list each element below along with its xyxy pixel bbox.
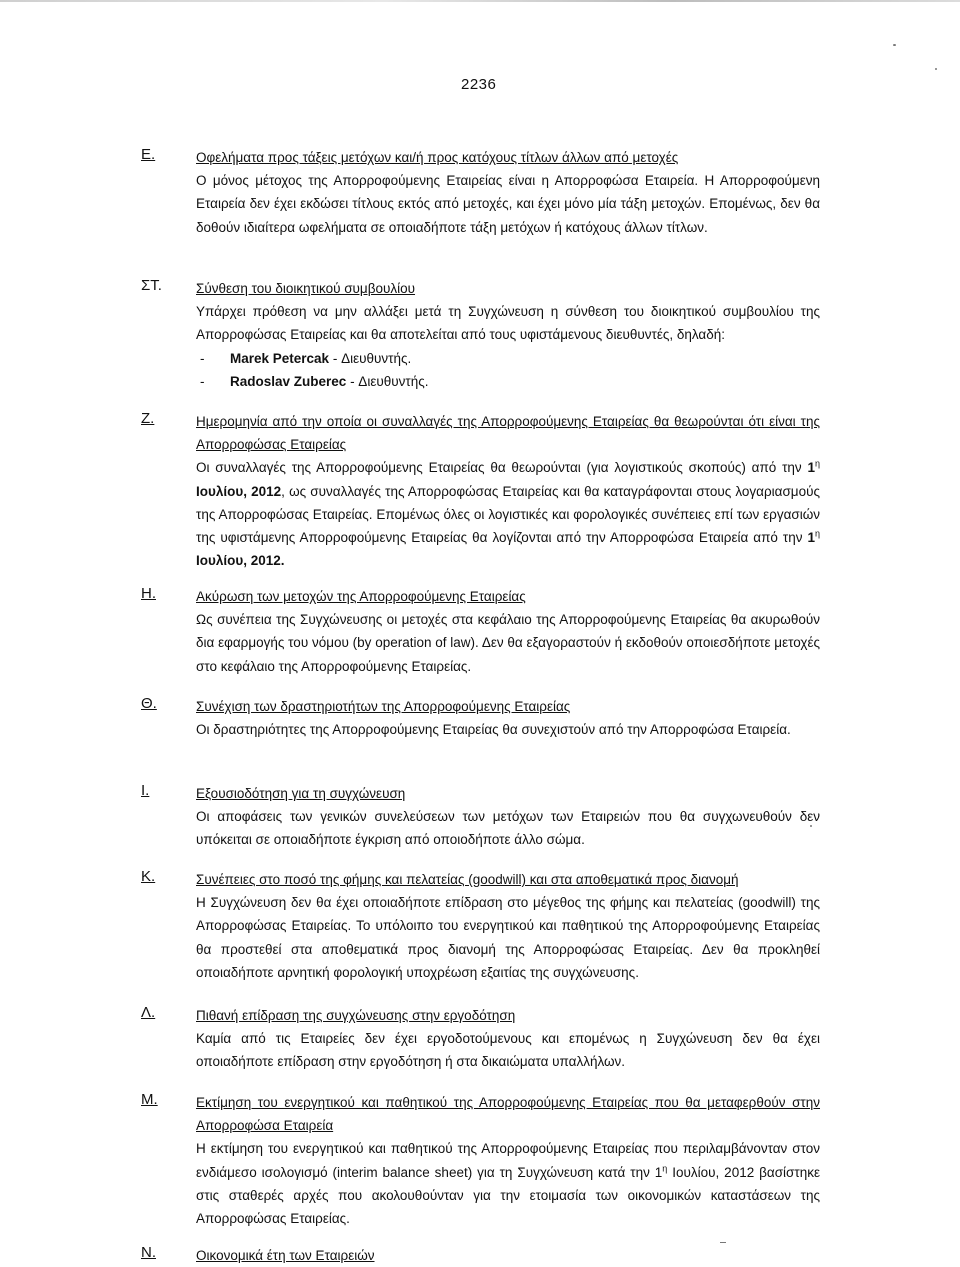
section-heading: Ημερομηνία από την οποία οι συναλλαγές της Απορροφούμενης Εταιρείας θα θεωρούνται ότι είναι της Απορροφώσας Εταιρείας [196,414,820,453]
section-heading: Εξουσιοδότηση για τη συγχώνευση [196,786,406,801]
section-marker: ΣΤ. [141,277,162,294]
section-heading: Συνέπειες στο ποσό της φήμης και πελατείας (goodwill) και στα αποθεματικά προς διανομή [196,872,739,887]
page-number: 2236 [461,76,497,93]
section-heading: Πιθανή επίδραση της συγχώνευσης στην εργοδότηση [196,1008,516,1023]
section-marker: Κ. [141,868,156,885]
date-text: Ιουλίου, 2012. [196,553,285,569]
section-paragraph: Ο μόνος μέτοχος της Απορροφούμενης Εταιρείας είναι η Απορροφώσα Εταιρεία. Η Απορροφούμενη Εταιρεία δεν έχει εκδώσει τίτλους εκτός από μετοχές, και έχει μόνο μία τάξη μετοχών. Επομένως, δεν θα δοθούν ιδιαίτερα ωφελήματα σε οποιαδήποτε τάξη μετόχων ή κατόχους άλλων τίτλων. [196,173,820,235]
section-heading: Οφελήματα προς τάξεις μετόχων και/ή προς κατόχους τίτλων άλλων από μετοχές [196,150,679,165]
date-superscript: η [814,528,820,539]
section-body [196,695,820,741]
date-superscript: η [814,458,820,469]
section-body [196,410,820,572]
section-paragraph: Οι δραστηριότητες της Απορροφούμενης Εταιρείας θα συνεχιστούν από την Απορροφώσα Εταιρεία. [196,722,791,738]
section-body [196,868,820,984]
section-paragraph: Οι αποφάσεις των γενικών συνελεύσεων των μετόχων των Εταιρειών που θα συγχωνευθούν δεν υπόκειται σε οποιαδήποτε έγκριση από οποιοδήποτε άλλο σώμα. [196,809,820,848]
list-item [196,347,820,370]
section-body [196,585,820,678]
board-members-list [196,347,820,393]
scan-speck [720,1242,726,1243]
section-heading: Ακύρωση των μετοχών της Απορροφούμενης Εταιρείας [196,589,526,604]
paragraph-text: Οι συναλλαγές της Απορροφούμενης Εταιρείας θα θεωρούνται (για λογιστικούς σκοπούς) από την [196,460,802,476]
section-heading: Σύνθεση του διοικητικού συμβουλίου [196,281,416,296]
date-text: Ιουλίου, 2012 [196,483,282,499]
section-body [196,277,820,393]
section-marker: Λ. [141,1004,156,1021]
scan-speck [893,44,896,46]
section-paragraph: Η Συγχώνευση δεν θα έχει οποιαδήποτε επίδραση στο μέγεθος της φήμης και πελατείας (goodwill) της Απορροφώσας Εταιρείας. Το υπόλοιπο του ενεργητικού και παθητικού της Απορροφούμενης Εταιρείας θα προστεθεί στα αποθεματικά προς διανομή της Απορροφώσας Εταιρείας. Δεν θα προκληθεί οποιαδήποτε αρνητική φορολογική υποχρέωση εξαιτίας της συγχώνευσης. [196,895,820,980]
member-name: Marek Petercak [230,350,330,366]
paragraph-text: Ιουλίου, 2012 βασίστηκε στις σταθερές αρχές που ακολουθούνταν για την ετοιμασία των οικονομικών καταστάσεων της Απορροφώσας Εταιρείας. [196,1164,820,1227]
section-marker: Θ. [141,695,157,712]
section-heading: Εκτίμηση του ενεργητικού και παθητικού της Απορροφούμενης Εταιρείας που θα μεταφερθούν στην Απορροφώσα Εταιρεία [196,1095,820,1134]
section-heading: Οικονομικά έτη των Εταιρειών [196,1248,375,1263]
section-paragraph [196,456,820,572]
date-superscript: η [662,1163,668,1174]
member-name: Radoslav Zuberec [230,373,347,389]
section-marker: Ζ. [141,410,155,427]
section-heading: Συνέχιση των δραστηριοτήτων της Απορροφούμενης Εταιρείας [196,699,571,714]
scan-edge-line [0,0,960,2]
member-role: - Διευθυντής. [350,373,429,389]
section-body [196,146,820,239]
member-role: - Διευθυντής. [332,350,412,366]
section-marker: Μ. [141,1091,158,1108]
section-marker: Η. [141,585,156,602]
date-day: 1 [807,460,815,476]
paragraph-text: , ως συναλλαγές της Απορροφώσας Εταιρείας και θα καταγράφονται στους λογαριασμούς της Απορροφώσας Εταιρείας. Επομένως όλες οι λογιστικές και φορολογικές συνέπειες επί των εργασιών της υφιστάμενης Απορροφούμενης Εταιρείας θα λογίζονται από την Απορροφώσα Εταιρεία από την [196,483,820,546]
section-marker: Ν. [141,1244,156,1261]
date-day: 1 [807,530,815,546]
list-dash: - [200,373,205,389]
list-item [196,370,820,393]
section-body [196,1004,820,1074]
section-marker: E. [141,146,156,163]
section-paragraph [196,1137,820,1230]
section-body [196,1244,820,1267]
section-paragraph: Ως συνέπεια της Συγχώνευσης οι μετοχές στα κεφάλαιο της Απορροφούμενης Εταιρείας θα ακυρωθούν δια εφαρμογής του νόμου (by operation of law). Δεν θα εξαγοραστούν ή εκδοθούν οποιεσδήποτε μετοχές στο κεφάλαιο της Απορροφούμενης Εταιρείας. [196,612,820,674]
section-paragraph: Υπάρχει πρόθεση να μην αλλάξει μετά τη Συγχώνευση η σύνθεση του διοικητικού συμβουλίου της Απορροφώσας Εταιρείας και θα αποτελείται από τους υφιστάμενους διευθυντές, δηλαδή: [196,304,820,343]
paragraph-text: Η εκτίμηση του ενεργητικού και παθητικού της Απορροφούμενης Εταιρείας που περιλαμβάνονταν στον ενδιάμεσο ισολογισμό (interim balance sheet) για τη Συγχώνευση κατά την [196,1141,820,1180]
scan-speck [935,68,937,70]
section-body [196,782,820,852]
section-marker: Ι. [141,782,150,799]
section-paragraph: Καμία από τις Εταιρείες δεν έχει εργοδοτούμενους και επομένως η Συγχώνευση δεν θα έχει οποιαδήποτε επίδραση στην εργοδότηση ή στα δικαιώματα υπαλλήλων. [196,1031,820,1070]
section-body [196,1091,820,1230]
list-dash: - [200,350,205,366]
date-day: 1 [654,1164,663,1180]
